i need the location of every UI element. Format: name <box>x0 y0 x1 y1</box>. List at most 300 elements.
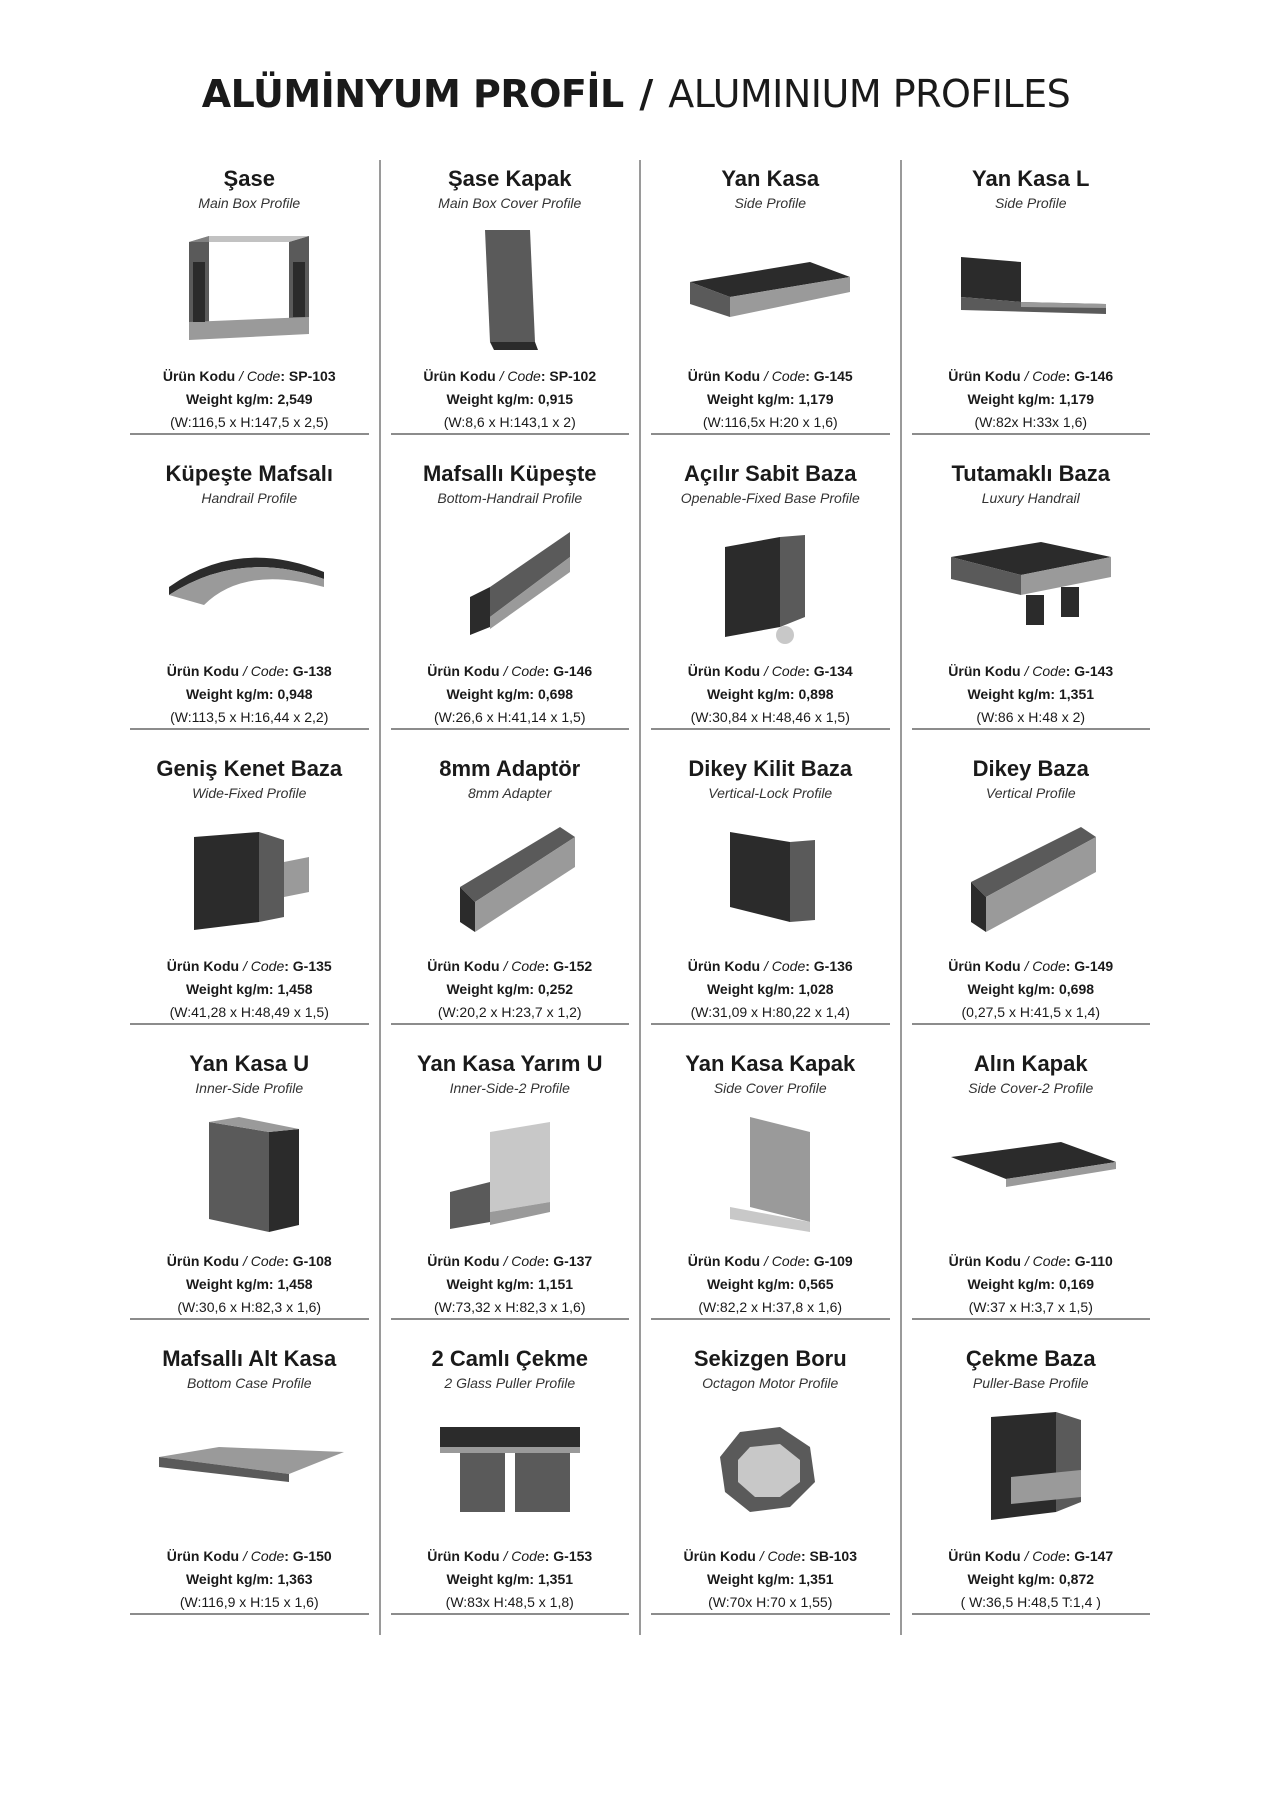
product-specs <box>381 660 640 729</box>
product-weight-line <box>902 978 1161 1001</box>
product-dimensions: (W:116,5 x H:147,5 x 2,5) <box>170 414 329 430</box>
code-label-tr: Ürün Kodu <box>427 958 500 974</box>
weight-label: Weight kg/m: <box>706 686 795 702</box>
code-label-tr: Ürün Kodu <box>948 1253 1021 1269</box>
card-divider <box>651 433 890 435</box>
product-image <box>149 222 349 357</box>
card-divider <box>651 1613 890 1615</box>
product-weight-line <box>120 978 379 1001</box>
product-subtitle: Side Cover-2 Profile <box>968 1080 1094 1096</box>
product-dimensions: (W:73,32 x H:82,3 x 1,6) <box>434 1299 586 1315</box>
code-label-slash: / <box>499 1253 512 1269</box>
card-divider <box>391 1318 630 1320</box>
product-image <box>670 812 870 947</box>
product-dimensions: (W:82x H:33x 1,6) <box>974 414 1088 430</box>
product-code-line: Ürün Kodu / Code: G-147 <box>948 1548 1114 1564</box>
product-code-line: Ürün Kodu / Code: G-110 <box>948 1253 1113 1269</box>
code-label-en: Code <box>771 958 806 974</box>
product-image <box>931 222 1131 357</box>
weight-label: Weight kg/m: <box>185 981 274 997</box>
product-row <box>120 1045 1160 1340</box>
bottom-handrail-profile-icon <box>410 517 610 652</box>
product-weight: 1,458 <box>277 981 313 997</box>
product-dimensions: (W:30,84 x H:48,46 x 1,5) <box>690 709 850 725</box>
product-code: G-145 <box>813 368 853 384</box>
product-row <box>120 455 1160 750</box>
weight-label: Weight kg/m: <box>967 1276 1056 1292</box>
card-divider <box>391 1023 630 1025</box>
product-specs <box>381 1545 640 1614</box>
product-name: Açılır Sabit Baza <box>684 461 857 486</box>
code-label-en: Code <box>250 663 285 679</box>
code-label-slash: / <box>760 958 772 974</box>
product-weight: 0,698 <box>537 686 574 702</box>
code-label-tr: Ürün Kodu <box>948 1548 1021 1564</box>
product-code: G-146 <box>1074 368 1114 384</box>
product-name: Tutamaklı Baza <box>951 461 1111 486</box>
product-card <box>120 1045 379 1340</box>
product-code: G-108 <box>292 1253 332 1269</box>
weight-label: Weight kg/m: <box>967 391 1056 407</box>
product-weight-line <box>902 1273 1161 1296</box>
handrail-profile-icon <box>149 517 349 652</box>
code-label-slash: / <box>760 663 772 679</box>
product-image <box>670 222 870 357</box>
product-card <box>379 750 640 1045</box>
card-divider <box>391 728 630 730</box>
product-name: Yan Kasa U <box>189 1051 310 1076</box>
flat-cover-profile-icon <box>410 222 610 357</box>
code-label-tr: Ürün Kodu <box>427 663 500 679</box>
product-image <box>670 1402 870 1537</box>
product-subtitle: Puller-Base Profile <box>972 1375 1089 1391</box>
product-subtitle: Side Cover Profile <box>713 1080 827 1096</box>
code-label-slash: / <box>239 1548 251 1564</box>
product-card <box>379 160 640 455</box>
product-subtitle: Openable-Fixed Base Profile <box>680 490 860 506</box>
product-weight: 1,458 <box>277 1276 313 1292</box>
product-name: Sekizgen Boru <box>693 1346 847 1371</box>
code-label-slash: / <box>499 1548 512 1564</box>
product-weight: 1,363 <box>277 1571 313 1587</box>
code-label-tr: Ürün Kodu <box>687 368 761 384</box>
product-card <box>379 455 640 750</box>
product-weight-line <box>381 388 640 411</box>
product-code: G-147 <box>1074 1548 1114 1564</box>
product-image <box>410 812 610 947</box>
product-name: Yan Kasa L <box>972 166 1090 191</box>
product-card <box>639 160 900 455</box>
code-label-tr: Ürün Kodu <box>423 368 496 384</box>
code-label-tr: Ürün Kodu <box>166 958 240 974</box>
code-label-tr: Ürün Kodu <box>166 1548 240 1564</box>
product-weight: 0,898 <box>798 686 834 702</box>
product-weight-line <box>641 978 900 1001</box>
product-name: Küpeşte Mafsalı <box>165 461 333 486</box>
product-subtitle: Wide-Fixed Profile <box>192 785 307 801</box>
product-dimensions: (W:116,9 x H:15 x 1,6) <box>179 1594 319 1610</box>
code-label-en: Code <box>1032 1548 1066 1564</box>
card-divider <box>651 1023 890 1025</box>
product-name: Yan Kasa Kapak <box>685 1051 856 1076</box>
product-specs <box>902 660 1161 729</box>
product-code: G-152 <box>553 958 593 974</box>
code-label-slash: / <box>1020 1548 1033 1564</box>
product-weight-line <box>120 388 379 411</box>
product-code-line: Ürün Kodu / Code: G-152 <box>427 958 593 974</box>
product-weight: 0,872 <box>1058 1571 1095 1587</box>
product-specs <box>641 365 900 434</box>
product-dimensions: (W:82,2 x H:37,8 x 1,6) <box>698 1299 843 1315</box>
product-code-line: Ürün Kodu / Code: SP-103 <box>162 368 336 384</box>
code-label-tr: Ürün Kodu <box>427 1253 500 1269</box>
code-label-tr: Ürün Kodu <box>162 368 236 384</box>
product-dimensions: (W:8,6 x H:143,1 x 2) <box>443 414 576 430</box>
product-image <box>931 517 1131 652</box>
inner-side-2-profile-icon <box>410 1107 610 1242</box>
product-weight-line <box>902 683 1161 706</box>
product-code: SP-102 <box>549 368 597 384</box>
code-label-en: Code <box>250 1253 285 1269</box>
product-image <box>670 1107 870 1242</box>
product-image <box>149 517 349 652</box>
card-divider <box>391 433 630 435</box>
code-label-en: Code <box>250 1548 285 1564</box>
code-label-en: Code <box>771 663 806 679</box>
product-card <box>120 160 379 455</box>
code-label-tr: Ürün Kodu <box>948 663 1021 679</box>
product-subtitle: Inner-Side-2 Profile <box>449 1080 570 1096</box>
product-code: G-110 <box>1074 1253 1113 1269</box>
adapter-profile-icon <box>410 812 610 947</box>
inner-side-profile-icon <box>149 1107 349 1242</box>
u-box-profile-icon <box>149 222 349 357</box>
product-dimensions: (W:41,28 x H:48,49 x 1,5) <box>169 1004 329 1020</box>
product-weight: 1,179 <box>1058 391 1095 407</box>
product-weight: 1,351 <box>798 1571 834 1587</box>
product-specs <box>381 1250 640 1319</box>
product-dimensions: (W:113,5 x H:16,44 x 2,2) <box>170 709 329 725</box>
code-label-en: Code <box>1032 1253 1067 1269</box>
product-subtitle: Side Profile <box>994 195 1067 211</box>
product-subtitle: 8mm Adapter <box>467 785 552 801</box>
product-subtitle: Vertical-Lock Profile <box>708 785 833 801</box>
product-code-line: Ürün Kodu / Code: G-146 <box>948 368 1114 384</box>
product-card <box>120 750 379 1045</box>
product-image <box>410 517 610 652</box>
card-divider <box>391 1613 630 1615</box>
product-card <box>639 1340 900 1635</box>
code-label-slash: / <box>1020 663 1033 679</box>
product-code: G-150 <box>292 1548 332 1564</box>
code-label-slash: / <box>755 1548 768 1564</box>
product-weight-line <box>902 388 1161 411</box>
card-divider <box>912 1613 1151 1615</box>
product-weight-line <box>641 388 900 411</box>
product-card <box>639 1045 900 1340</box>
product-code-line: Ürün Kodu / Code: G-136 <box>687 958 853 974</box>
card-divider <box>912 433 1151 435</box>
page-title-separator: / <box>639 72 653 116</box>
product-code: G-143 <box>1074 663 1114 679</box>
product-weight-line <box>120 1273 379 1296</box>
product-name: 2 Camlı Çekme <box>431 1346 589 1371</box>
product-card <box>639 750 900 1045</box>
product-specs <box>902 955 1161 1024</box>
side-profile-icon <box>670 222 870 357</box>
product-weight-line <box>120 1568 379 1591</box>
code-label-slash: / <box>760 1253 772 1269</box>
product-subtitle: Bottom Case Profile <box>187 1375 312 1391</box>
product-specs <box>902 1545 1161 1614</box>
product-weight-line <box>641 1273 900 1296</box>
product-name: Dikey Baza <box>972 756 1089 781</box>
product-weight: 0,698 <box>1058 981 1095 997</box>
bottom-case-profile-icon <box>149 1402 349 1537</box>
product-specs <box>902 365 1161 434</box>
product-card <box>900 455 1161 750</box>
l-side-profile-icon <box>931 222 1131 357</box>
product-weight-line <box>381 1273 640 1296</box>
product-subtitle: Handrail Profile <box>201 490 298 506</box>
product-name: 8mm Adaptör <box>439 756 581 781</box>
weight-label: Weight kg/m: <box>185 1276 274 1292</box>
product-weight: 1,351 <box>1058 686 1095 702</box>
card-divider <box>912 728 1151 730</box>
page-title <box>0 72 1272 116</box>
product-weight: 1,151 <box>537 1276 574 1292</box>
product-weight: 0,565 <box>798 1276 834 1292</box>
product-code: G-149 <box>1074 958 1114 974</box>
product-dimensions: (W:26,6 x H:41,14 x 1,5) <box>434 709 586 725</box>
code-label-slash: / <box>499 663 512 679</box>
product-subtitle: Luxury Handrail <box>981 490 1080 506</box>
product-image <box>149 1107 349 1242</box>
weight-label: Weight kg/m: <box>967 1571 1056 1587</box>
card-divider <box>912 1318 1151 1320</box>
product-image <box>670 517 870 652</box>
product-weight: 1,179 <box>798 391 834 407</box>
code-label-tr: Ürün Kodu <box>687 663 761 679</box>
product-specs <box>641 955 900 1024</box>
product-name: Yan Kasa <box>721 166 820 191</box>
code-label-slash: / <box>235 368 247 384</box>
product-name: Alın Kapak <box>973 1051 1088 1076</box>
code-label-en: Code <box>771 368 806 384</box>
weight-label: Weight kg/m: <box>446 981 535 997</box>
code-label-slash: / <box>495 368 508 384</box>
product-specs <box>120 955 379 1024</box>
product-subtitle: Main Box Profile <box>198 195 301 211</box>
code-label-tr: Ürün Kodu <box>687 1253 761 1269</box>
code-label-slash: / <box>239 1253 251 1269</box>
product-image <box>931 1107 1131 1242</box>
product-code-line: Ürün Kodu / Code: G-146 <box>427 663 593 679</box>
product-weight: 2,549 <box>277 391 313 407</box>
code-label-slash: / <box>499 958 512 974</box>
product-subtitle: Main Box Cover Profile <box>438 195 582 211</box>
product-dimensions: (W:70x H:70 x 1,55) <box>708 1594 833 1610</box>
product-weight: 1,351 <box>537 1571 574 1587</box>
product-card <box>900 160 1161 455</box>
product-card <box>120 455 379 750</box>
code-label-tr: Ürün Kodu <box>427 1548 500 1564</box>
product-card <box>120 1340 379 1635</box>
wide-fixed-profile-icon <box>149 812 349 947</box>
product-weight: 1,028 <box>798 981 834 997</box>
product-card <box>900 1340 1161 1635</box>
code-label-en: Code <box>771 1253 806 1269</box>
side-cover-2-profile-icon <box>931 1107 1131 1242</box>
card-divider <box>130 1613 369 1615</box>
product-name: Çekme Baza <box>965 1346 1096 1371</box>
code-label-slash: / <box>1020 368 1033 384</box>
product-weight-line <box>902 1568 1161 1591</box>
code-label-en: Code <box>1032 958 1066 974</box>
product-weight-line <box>120 683 379 706</box>
product-card <box>379 1045 640 1340</box>
product-name: Mafsallı Küpeşte <box>422 461 597 486</box>
vertical-profile-icon <box>931 812 1131 947</box>
product-code-line: Ürün Kodu / Code: G-134 <box>687 663 853 679</box>
product-card <box>639 455 900 750</box>
product-subtitle: Octagon Motor Profile <box>702 1375 839 1391</box>
product-code: G-137 <box>553 1253 593 1269</box>
product-card <box>900 1045 1161 1340</box>
code-label-slash: / <box>1020 958 1033 974</box>
code-label-en: Code <box>1032 368 1066 384</box>
product-code: SB-103 <box>809 1548 857 1564</box>
product-code-line: Ürün Kodu / Code: G-138 <box>166 663 332 679</box>
card-divider <box>912 1023 1151 1025</box>
product-name: Mafsallı Alt Kasa <box>162 1346 337 1371</box>
puller-base-profile-icon <box>931 1402 1131 1537</box>
code-label-en: Code <box>250 958 285 974</box>
code-label-en: Code <box>511 1253 545 1269</box>
side-cover-profile-icon <box>670 1107 870 1242</box>
card-divider <box>130 728 369 730</box>
product-code-line: Ürün Kodu / Code: G-108 <box>166 1253 332 1269</box>
weight-label: Weight kg/m: <box>706 1571 795 1587</box>
code-label-tr: Ürün Kodu <box>948 958 1021 974</box>
code-label-slash: / <box>239 958 251 974</box>
product-weight: 0,169 <box>1058 1276 1095 1292</box>
product-row <box>120 1340 1160 1635</box>
weight-label: Weight kg/m: <box>185 1571 274 1587</box>
product-image <box>931 1402 1131 1537</box>
product-row <box>120 750 1160 1045</box>
card-divider <box>130 433 369 435</box>
product-image <box>149 1402 349 1537</box>
product-row <box>120 160 1160 455</box>
product-code: G-146 <box>553 663 593 679</box>
weight-label: Weight kg/m: <box>446 1571 535 1587</box>
weight-label: Weight kg/m: <box>185 391 274 407</box>
weight-label: Weight kg/m: <box>446 391 535 407</box>
octagon-tube-profile-icon <box>670 1402 870 1537</box>
product-subtitle: Side Profile <box>734 195 807 211</box>
openable-base-profile-icon <box>670 517 870 652</box>
product-subtitle: Inner-Side Profile <box>195 1080 304 1096</box>
product-specs <box>641 660 900 729</box>
product-specs <box>120 660 379 729</box>
product-code-line: Ürün Kodu / Code: G-135 <box>166 958 332 974</box>
code-label-tr: Ürün Kodu <box>948 368 1021 384</box>
card-divider <box>651 728 890 730</box>
page-title-en: ALUMINIUM PROFILES <box>668 72 1071 116</box>
product-image <box>410 1107 610 1242</box>
product-code: G-136 <box>813 958 853 974</box>
product-image <box>149 812 349 947</box>
product-code-line: Ürün Kodu / Code: G-137 <box>427 1253 593 1269</box>
code-label-en: Code <box>507 368 541 384</box>
product-grid <box>120 160 1160 1635</box>
product-subtitle: 2 Glass Puller Profile <box>444 1375 576 1391</box>
product-specs <box>381 365 640 434</box>
product-code-line: Ürün Kodu / Code: G-109 <box>687 1253 853 1269</box>
product-weight: 0,948 <box>277 686 313 702</box>
product-dimensions: (W:20,2 x H:23,7 x 1,2) <box>437 1004 582 1020</box>
card-divider <box>130 1318 369 1320</box>
weight-label: Weight kg/m: <box>185 686 274 702</box>
product-specs <box>120 1545 379 1614</box>
weight-label: Weight kg/m: <box>706 981 795 997</box>
product-code: G-153 <box>553 1548 593 1564</box>
product-specs <box>902 1250 1161 1319</box>
product-image <box>931 812 1131 947</box>
luxury-handrail-profile-icon <box>931 517 1131 652</box>
product-name: Şase Kapak <box>447 166 572 191</box>
product-specs <box>120 1250 379 1319</box>
code-label-slash: / <box>760 368 772 384</box>
product-image <box>410 222 610 357</box>
weight-label: Weight kg/m: <box>706 391 795 407</box>
code-label-en: Code <box>246 368 281 384</box>
glass-puller-profile-icon <box>410 1402 610 1537</box>
code-label-tr: Ürün Kodu <box>166 663 240 679</box>
product-weight-line <box>641 683 900 706</box>
product-specs <box>641 1250 900 1319</box>
product-name: Yan Kasa Yarım U <box>417 1051 603 1076</box>
product-card <box>900 750 1161 1045</box>
code-label-slash: / <box>239 663 251 679</box>
product-dimensions: (W:30,6 x H:82,3 x 1,6) <box>177 1299 322 1315</box>
product-code-line: Ürün Kodu / Code: G-153 <box>427 1548 593 1564</box>
card-divider <box>651 1318 890 1320</box>
product-dimensions: (W:31,09 x H:80,22 x 1,4) <box>690 1004 850 1020</box>
weight-label: Weight kg/m: <box>446 686 535 702</box>
product-specs <box>641 1545 900 1614</box>
product-code: G-138 <box>292 663 332 679</box>
product-code-line: Ürün Kodu / Code: G-149 <box>948 958 1114 974</box>
product-name: Geniş Kenet Baza <box>156 756 343 781</box>
product-specs <box>381 955 640 1024</box>
code-label-en: Code <box>1032 663 1066 679</box>
code-label-tr: Ürün Kodu <box>683 1548 756 1564</box>
weight-label: Weight kg/m: <box>446 1276 535 1292</box>
product-weight-line <box>381 683 640 706</box>
product-code: G-109 <box>813 1253 853 1269</box>
code-label-slash: / <box>1020 1253 1033 1269</box>
code-label-en: Code <box>511 663 545 679</box>
product-weight-line <box>641 1568 900 1591</box>
card-divider <box>130 1023 369 1025</box>
product-code-line: Ürün Kodu / Code: SP-102 <box>423 368 597 384</box>
product-dimensions: (W:83x H:48,5 x 1,8) <box>445 1594 574 1610</box>
product-weight-line <box>381 1568 640 1591</box>
code-label-en: Code <box>767 1548 801 1564</box>
vertical-lock-profile-icon <box>670 812 870 947</box>
